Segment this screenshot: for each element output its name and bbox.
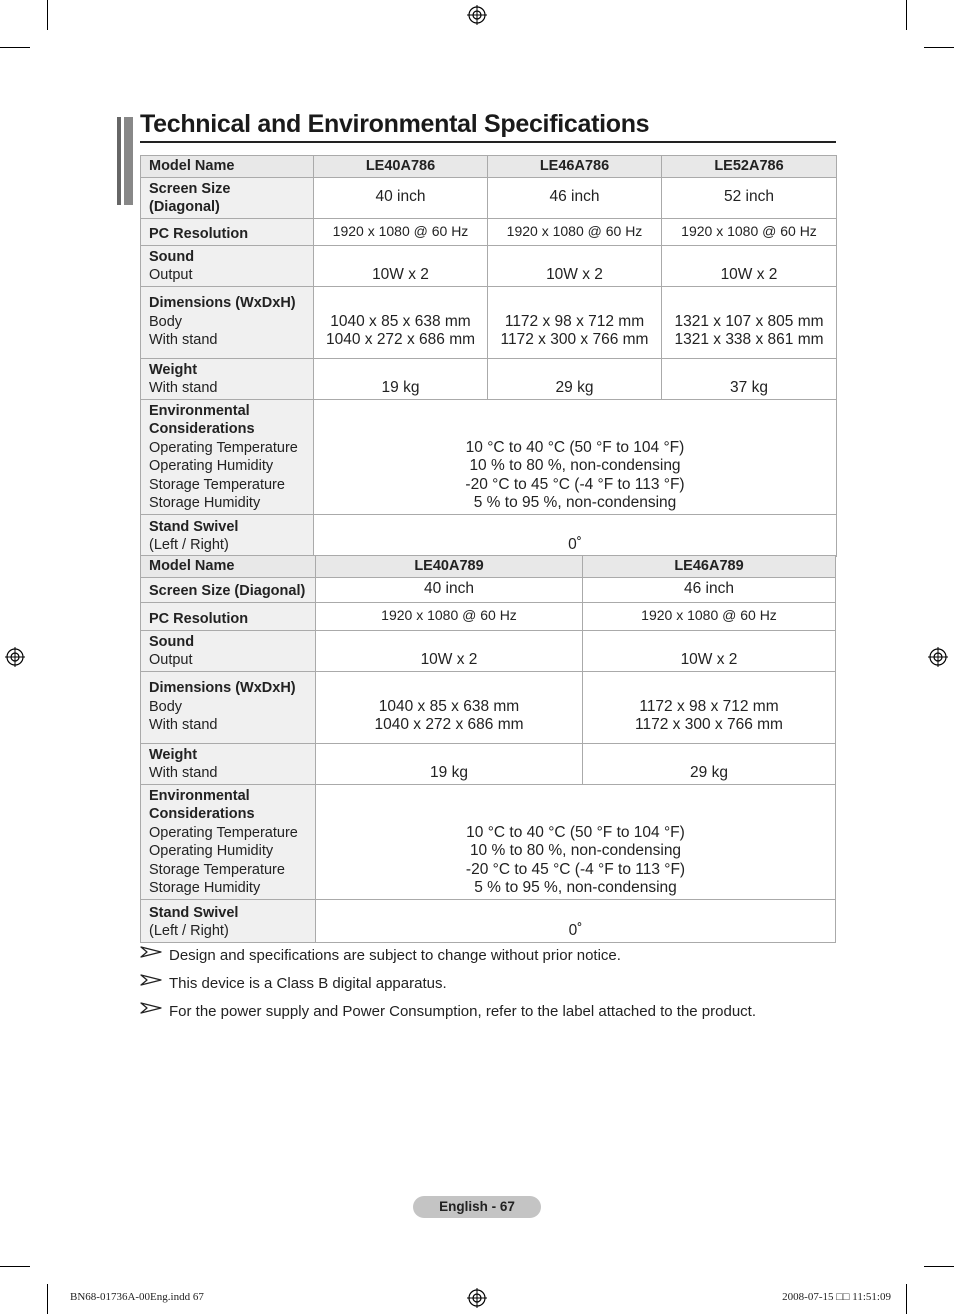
table-cell: 10W x 2 — [316, 630, 583, 671]
environment-item: Operating Humidity — [149, 843, 274, 859]
model-name-label: Model Name — [141, 556, 316, 578]
arrow-right-icon — [140, 1002, 162, 1014]
table-cell — [314, 286, 488, 358]
table-cell: 1920 x 1080 @ 60 Hz — [488, 218, 662, 245]
environment-item: Storage Humidity — [149, 495, 261, 511]
environment-item: Operating Humidity — [149, 458, 274, 474]
dimension-stand-value: 1321 x 338 x 861 mm — [674, 331, 824, 348]
table-row — [141, 156, 837, 178]
table-cell — [662, 286, 837, 358]
note-item — [140, 944, 840, 972]
environment-value: 10 °C to 40 °C (50 °F to 104 °F) — [465, 438, 685, 456]
environment-value: 5 % to 95 %, non-condensing — [474, 879, 677, 896]
dimensions-label: Dimensions (WxDxH) — [149, 680, 296, 696]
environment-value: -20 °C to 45 °C (-4 °F to 113 °F) — [465, 475, 685, 493]
dimension-body-value: 1040 x 85 x 638 mm — [330, 312, 471, 330]
table-cell: 46 inch — [488, 177, 662, 218]
swivel-label: Stand Swivel — [149, 904, 239, 921]
environment-value: 10 % to 80 %, non-condensing — [469, 842, 682, 859]
crop-mark — [47, 0, 48, 30]
note-item — [140, 972, 840, 1000]
dimensions-stand-label: With stand — [149, 717, 218, 733]
page-number-badge: English - 67 — [413, 1196, 541, 1218]
footer-file-name: BN68-01736A-00Eng.indd 67 — [70, 1291, 204, 1303]
table-row — [141, 899, 836, 942]
table-cell — [314, 399, 837, 514]
spec-table-a786 — [140, 155, 837, 557]
notes-list — [140, 944, 840, 1028]
weight-sub-label: With stand — [149, 380, 218, 396]
table-cell: 0˚ — [314, 514, 837, 556]
pc-resolution-label: PC Resolution — [149, 226, 249, 242]
pc-resolution-label: PC Resolution — [149, 611, 249, 627]
table-row — [141, 177, 837, 218]
table-cell: 1920 x 1080 @ 60 Hz — [583, 602, 836, 630]
model-name-label: Model Name — [141, 156, 314, 178]
model-header: LE46A789 — [583, 556, 836, 578]
environment-label: Environmental — [149, 402, 250, 419]
table-cell — [583, 671, 836, 743]
table-cell: 29 kg — [488, 358, 662, 399]
table-cell: 29 kg — [583, 743, 836, 784]
footer-timestamp: 2008-07-15 □□ 11:51:09 — [782, 1291, 891, 1303]
table-cell: 19 kg — [316, 743, 583, 784]
table-cell: 37 kg — [662, 358, 837, 399]
dimensions-body-label: Body — [149, 313, 183, 330]
screen-size-label: Screen Size (Diagonal) — [149, 583, 306, 599]
sound-label: Sound — [149, 633, 195, 650]
table-cell: 1920 x 1080 @ 60 Hz — [314, 218, 488, 245]
dimension-stand-value: 1172 x 300 x 766 mm — [635, 716, 783, 733]
table-cell: 40 inch — [314, 177, 488, 218]
swivel-sub-label: (Left / Right) — [149, 923, 229, 939]
table-cell: 19 kg — [314, 358, 488, 399]
table-row — [141, 784, 836, 899]
page-title: Technical and Environmental Specifications — [140, 110, 836, 143]
environment-label: Environmental — [149, 787, 250, 804]
model-header: LE52A786 — [662, 156, 837, 178]
dimension-stand-value: 1040 x 272 x 686 mm — [325, 331, 476, 348]
environment-item: Storage Humidity — [149, 880, 261, 896]
table-row — [141, 743, 836, 784]
table-cell: 10W x 2 — [583, 630, 836, 671]
environment-value: 5 % to 95 %, non-condensing — [473, 494, 677, 511]
registration-mark-icon — [467, 1288, 487, 1308]
dimensions-stand-label: With stand — [149, 332, 218, 348]
table-row — [141, 602, 836, 630]
note-text: For the power supply and Power Consumption, refer to the label attached to the product. — [169, 1003, 757, 1020]
crop-mark — [0, 1266, 30, 1267]
environment-value: -20 °C to 45 °C (-4 °F to 113 °F) — [465, 860, 686, 878]
title-accent-bar — [117, 117, 121, 205]
table-row — [141, 556, 836, 578]
dimensions-label: Dimensions (WxDxH) — [149, 295, 296, 311]
weight-label: Weight — [149, 746, 198, 763]
table-row — [141, 577, 836, 602]
model-header: LE46A786 — [488, 156, 662, 178]
note-text: Design and specifications are subject to change without prior notice. — [169, 947, 621, 964]
weight-sub-label: With stand — [149, 765, 218, 781]
environment-item: Storage Temperature — [149, 476, 285, 493]
crop-mark — [0, 47, 30, 48]
sound-label: Sound — [149, 248, 195, 265]
note-text: This device is a Class B digital apparatus. — [169, 975, 447, 992]
table-cell — [488, 286, 662, 358]
environment-label: Considerations — [149, 421, 255, 437]
table-cell — [316, 784, 836, 899]
crop-mark — [924, 1266, 954, 1267]
dimension-body-value: 1321 x 107 x 805 mm — [674, 312, 824, 330]
arrow-right-icon — [140, 974, 162, 986]
environment-item: Operating Temperature — [149, 824, 298, 841]
dimension-body-value: 1040 x 85 x 638 mm — [378, 697, 520, 715]
table-cell: 46 inch — [583, 577, 836, 602]
crop-mark — [47, 1284, 48, 1314]
environment-label: Considerations — [149, 806, 255, 822]
table-row — [141, 245, 837, 286]
dimensions-body-label: Body — [149, 698, 183, 715]
table-cell: 40 inch — [316, 577, 583, 602]
table-cell: 1920 x 1080 @ 60 Hz — [316, 602, 583, 630]
table-row — [141, 514, 837, 556]
swivel-sub-label: (Left / Right) — [149, 537, 229, 553]
dimension-body-value: 1172 x 98 x 712 mm — [504, 312, 645, 330]
dimension-body-value: 1172 x 98 x 712 mm — [639, 697, 779, 715]
table-row — [141, 399, 837, 514]
table-cell: 0˚ — [316, 899, 836, 942]
registration-mark-icon — [467, 5, 487, 25]
sound-sub-label: Output — [149, 267, 193, 283]
crop-mark — [906, 1284, 907, 1314]
table-row — [141, 358, 837, 399]
table-cell: 1920 x 1080 @ 60 Hz — [662, 218, 837, 245]
table-cell: 10W x 2 — [488, 245, 662, 286]
table-cell: 52 inch — [662, 177, 837, 218]
spec-table-a789 — [140, 555, 836, 943]
registration-mark-icon — [928, 647, 948, 667]
environment-item: Storage Temperature — [149, 861, 285, 878]
environment-value: 10 % to 80 %, non-condensing — [469, 457, 681, 474]
title-accent-bar — [124, 117, 133, 205]
crop-mark — [924, 47, 954, 48]
model-header: LE40A789 — [316, 556, 583, 578]
dimension-stand-value: 1040 x 272 x 686 mm — [374, 716, 524, 733]
note-item — [140, 1000, 840, 1028]
weight-label: Weight — [149, 361, 198, 378]
table-cell — [316, 671, 583, 743]
sound-sub-label: Output — [149, 652, 193, 668]
screen-size-label: Screen Size (Diagonal) — [149, 180, 231, 215]
dimension-stand-value: 1172 x 300 x 766 mm — [500, 331, 649, 348]
table-row — [141, 286, 837, 358]
swivel-label: Stand Swivel — [149, 518, 239, 535]
table-cell: 10W x 2 — [314, 245, 488, 286]
table-row — [141, 630, 836, 671]
model-header: LE40A786 — [314, 156, 488, 178]
environment-item: Operating Temperature — [149, 439, 298, 456]
table-row — [141, 671, 836, 743]
crop-mark — [906, 0, 907, 30]
table-row — [141, 218, 837, 245]
registration-mark-icon — [5, 647, 25, 667]
environment-value: 10 °C to 40 °C (50 °F to 104 °F) — [466, 823, 685, 841]
arrow-right-icon — [140, 946, 162, 958]
table-cell: 10W x 2 — [662, 245, 837, 286]
